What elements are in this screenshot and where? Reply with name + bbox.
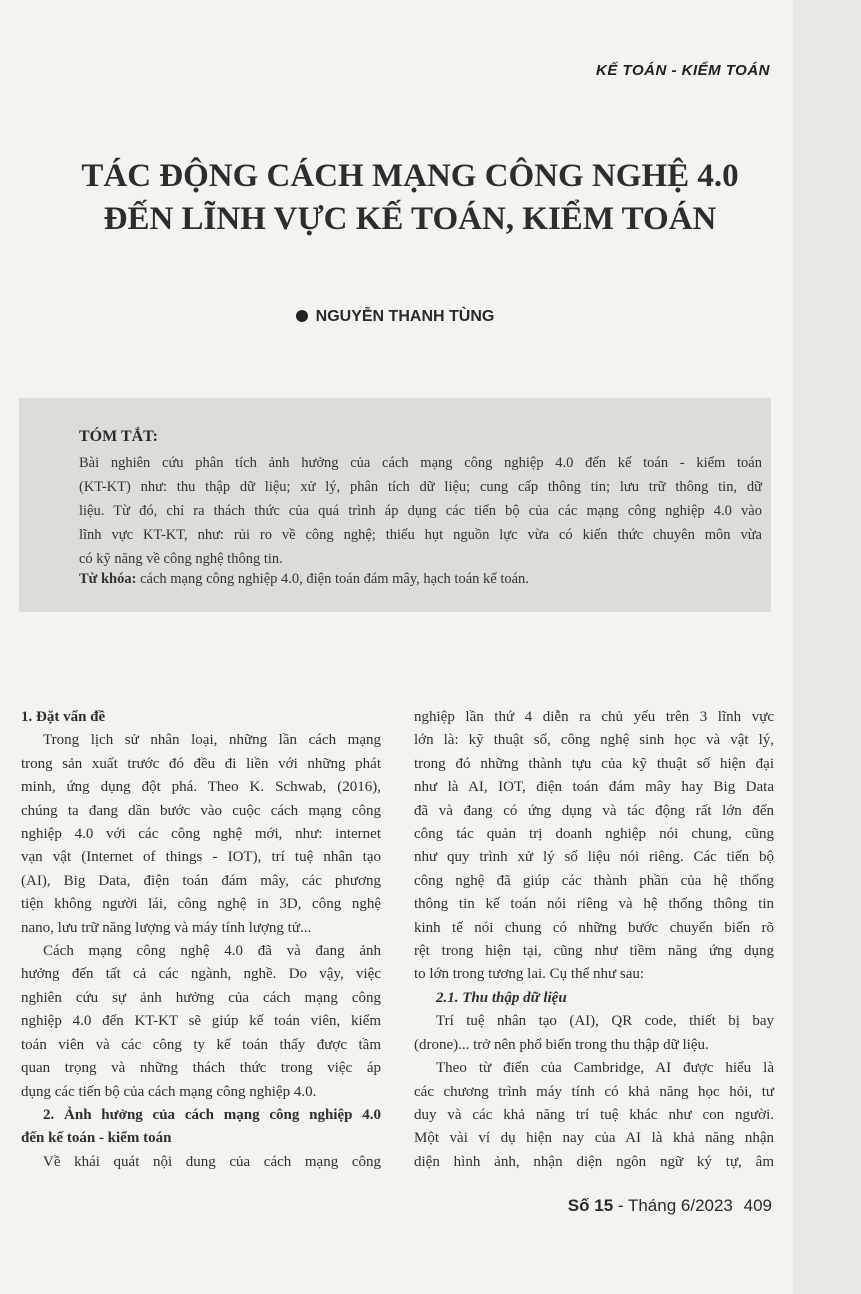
abstract-line: Bài nghiên cứu phân tích ảnh hưởng của cách mạng công nghiệp 4.0 đến kế toán - kiểm toán (79, 455, 762, 471)
text-line: Một vài ví dụ hiện nay của AI là khả năng nhận (414, 1130, 774, 1147)
text-line: công nghệ đã giúp các thành phần của hệ thống (414, 872, 774, 889)
text-line: quan trọng và những thách thức trong việc áp (21, 1060, 381, 1077)
text-line: kinh tế nói chung có những bước chuyển biến rõ (414, 919, 774, 936)
text-line: Theo từ điển của Cambridge, AI được hiểu là (436, 1060, 774, 1077)
issue-date: - Tháng 6/2023 (617, 1196, 733, 1215)
title-line: ĐẾN LĨNH VỰC KẾ TOÁN, KIỂM TOÁN (103, 201, 717, 237)
text-line: như quy trình xử lý số liệu nói riêng. Các tiến bộ (414, 849, 774, 866)
text-line: hưởng đến tất cả các ngành, nghề. Do vậy, việc (21, 966, 381, 983)
abstract-keywords (79, 568, 762, 590)
text-line: nghiệp 4.0 đến KT-KT sẽ giúp kế toán viên, kiểm (21, 1013, 381, 1030)
text-line: Cách mạng công nghệ 4.0 đã và đang ảnh (43, 943, 381, 960)
text-line: Trí tuệ nhân tạo (AI), QR code, thiết bị bay (436, 1013, 774, 1030)
page-footer (500, 1196, 772, 1216)
text-line: (AI), Big Data, điện toán đám mây, các phương (21, 872, 381, 889)
article-title (40, 155, 780, 241)
text-line: (drone)... trở nên phổ biến trong thu thập dữ liệu. (414, 1036, 709, 1053)
abstract-line: có kỹ năng về công nghệ thông tin. (79, 551, 283, 567)
section-header: KẾ TOÁN - KIỂM TOÁN (596, 62, 770, 79)
text-line: duy và các khả năng trí tuệ khác như con người. (414, 1106, 774, 1123)
author-name: NGUYỄN THANH TÙNG (315, 308, 495, 325)
page-edge-strip (793, 0, 861, 1294)
text-line: các chương trình máy tính có khả năng học hỏi, tư (414, 1083, 774, 1100)
text-line: nghiệp 4.0 với các công nghệ mới, như: internet (21, 826, 381, 843)
text-line: thông tin kế toán nói riêng và hệ thống thông tin (414, 896, 774, 913)
section-heading: đến kế toán - kiểm toán (21, 1130, 172, 1147)
text-line: chúng ta đang dần bước vào cuộc cách mạng công (21, 802, 381, 819)
abstract-line: lĩnh vực KT-KT, như: rủi ro về công nghệ; thiếu hụt nguồn lực vừa có kiến thức chuyên môn vừa (79, 527, 762, 543)
text-line: dụng các tiến bộ của cách mạng công nghiệp 4.0. (21, 1083, 317, 1100)
text-line: Về khái quát nội dung của cách mạng công (43, 1153, 381, 1170)
bullet-icon (296, 310, 308, 322)
text-line: công tác quản trị doanh nghiệp nói chung, cũng (414, 826, 774, 843)
text-line: nano, lưu trữ năng lượng và máy tính lượng tử... (21, 919, 312, 936)
keywords-text: cách mạng công nghiệp 4.0, điện toán đám mây, hạch toán kế toán. (140, 571, 529, 587)
author-byline (0, 308, 790, 326)
section-heading: 2. Ảnh hưởng của cách mạng công nghiệp 4.0 (43, 1106, 381, 1123)
text-line: đã và đang có ứng dụng và tác động rất lớn đến (414, 802, 774, 819)
subsection-heading: 2.1. Thu thập dữ liệu (436, 989, 567, 1006)
text-line: nghiệp lần thứ 4 diễn ra chủ yếu trên 3 lĩnh vực (414, 709, 774, 725)
text-line: lớn là: kỹ thuật số, công nghệ sinh học và vật lý, (414, 732, 774, 749)
title-line: TÁC ĐỘNG CÁCH MẠNG CÔNG NGHỆ 4.0 (81, 158, 739, 194)
page-number: 409 (743, 1196, 772, 1215)
text-line: trong sản xuất trước đó đều đi liền với những phát (21, 755, 381, 772)
body-column-right (414, 706, 774, 1174)
keywords-label: Từ khóa: (79, 571, 137, 587)
text-line: tiện không người lái, công nghệ in 3D, công nghệ (21, 896, 381, 913)
text-line: toán viên và các công ty kế toán thấy được tầm (21, 1036, 381, 1053)
issue-number: Số 15 (567, 1196, 614, 1215)
text-line: trong đó những thành tựu của kỹ thuật số hiện đại (414, 755, 774, 772)
text-line: rệt trong hiện tại, cũng như tiềm năng ứng dụng (414, 943, 774, 960)
text-line: nghiên cứu sự ảnh hưởng của cách mạng công (21, 989, 381, 1006)
text-line: minh, ứng dụng đột phá. Theo K. Schwab, (2016), (21, 779, 381, 796)
body-column-left (21, 706, 381, 1174)
abstract-text (79, 451, 762, 571)
text-line: Trong lịch sử nhân loại, những lần cách mạng (43, 732, 381, 749)
text-line: vạn vật (Internet of things - IOT), trí tuệ nhân tạo (21, 849, 381, 866)
text-line: to lớn trong tương lai. Cụ thể như sau: (414, 966, 645, 983)
section-heading: 1. Đặt vấn đề (21, 709, 106, 725)
text-line: như là AI, IOT, điện toán đám mây hay Big Data (414, 779, 774, 796)
abstract-heading: TÓM TẮT: (79, 428, 158, 445)
abstract-line: liệu. Từ đó, chỉ ra thách thức của quá trình áp dụng các tiến bộ của các mạng công nghiệp 4.0 vào (79, 503, 762, 519)
text-line: diện hình ảnh, nhận diện ngôn ngữ ký tự, âm (414, 1153, 774, 1170)
abstract-line: (KT-KT) như: thu thập dữ liệu; xử lý, phân tích dữ liệu; cung cấp thông tin; lưu trữ thông tin, dữ (79, 479, 762, 495)
